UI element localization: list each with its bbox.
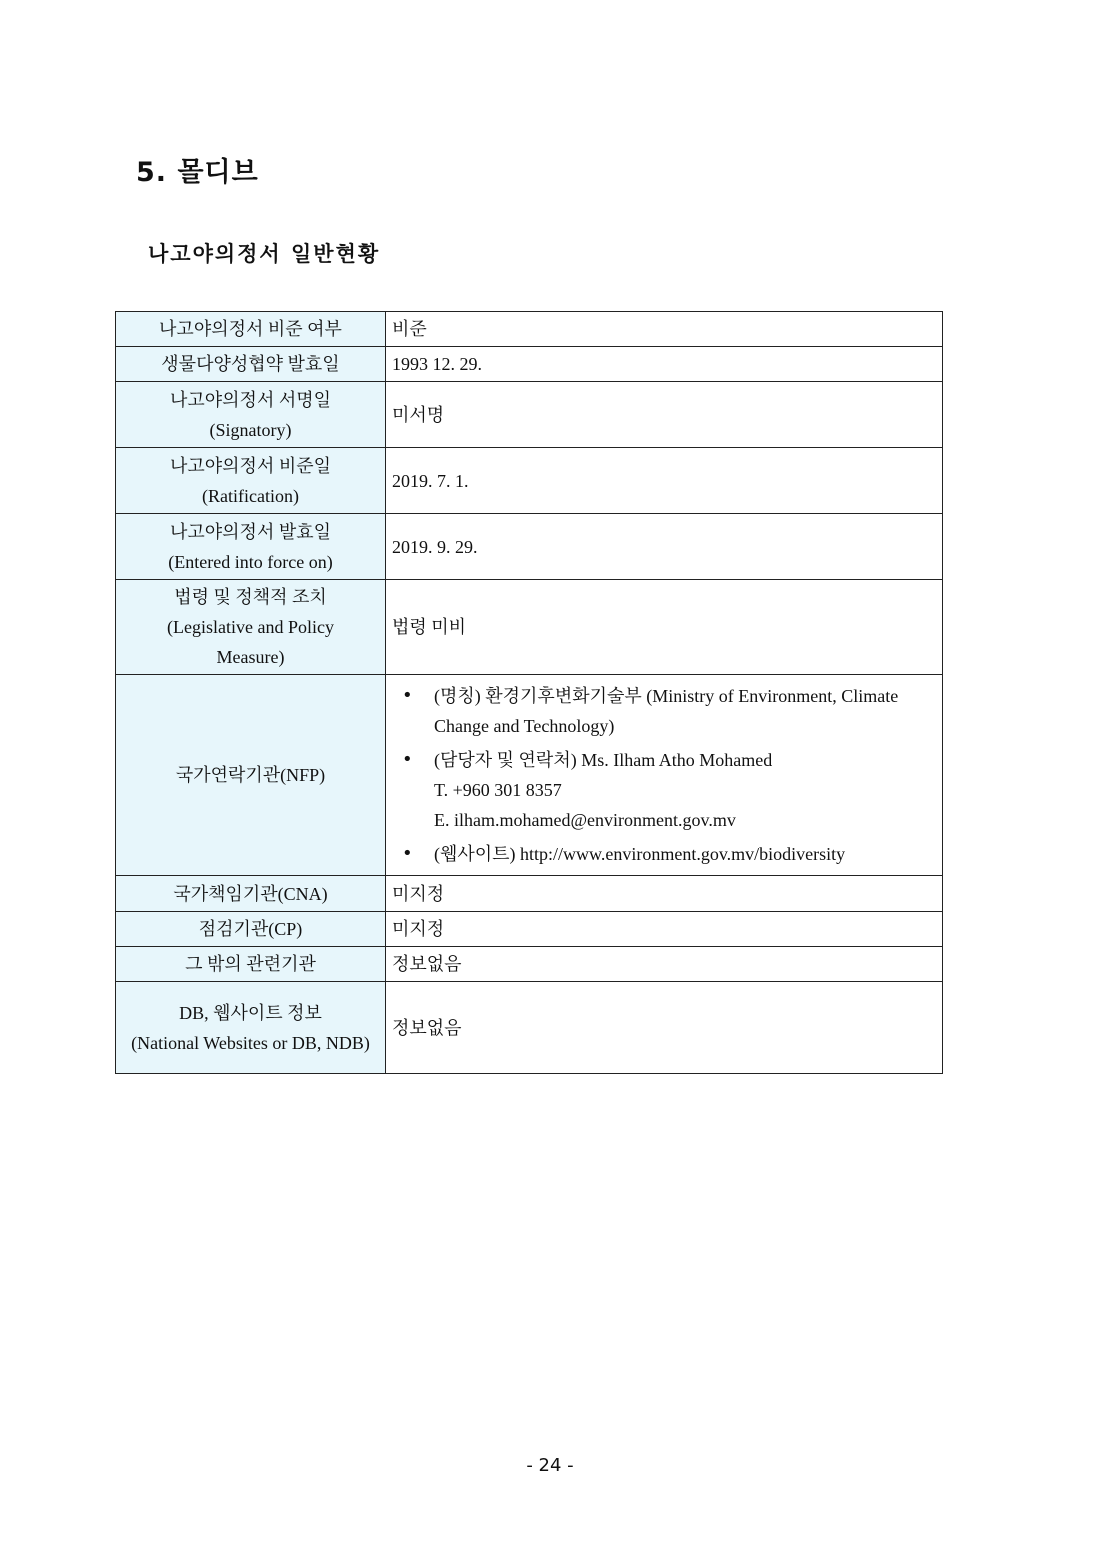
sub-title: 나고야의정서 일반현황 [148,242,381,266]
table-row [116,876,943,912]
table-row [116,982,943,1074]
row-label: 나고야의정서 비준 여부 [116,312,386,347]
row-label: 나고야의정서 서명일 (Signatory) [116,382,386,448]
list-item: • (웹사이트) http://www.environment.gov.mv/biodiversity [398,839,936,869]
bullet-icon: • [402,843,413,864]
bullet-icon: • [402,749,413,770]
row-value: 정보없음 [386,982,943,1074]
row-label: 나고야의정서 비준일 (Ratification) [116,448,386,514]
row-label: 법령 및 정책적 조치 (Legislative and Policy Measure) [116,580,386,675]
row-value: 미지정 [386,912,943,947]
page-number: - 24 - [526,1455,574,1476]
row-label: 그 밖의 관련기관 [116,947,386,982]
row-value: 법령 미비 [386,580,943,675]
row-value: 1993 12. 29. [386,347,943,382]
nagoya-protocol-status-table [115,311,943,1074]
row-value: 미서명 [386,382,943,448]
row-value: 미지정 [386,876,943,912]
table-row [116,448,943,514]
table-row [116,947,943,982]
list-item: • (담당자 및 연락처) Ms. Ilham Atho Mohamed T. +960 301 8357 E. ilham.mohamed@environment.gov.mv [398,745,936,835]
nfp-list [392,681,936,869]
bullet-icon: • [402,685,413,706]
section-title: 5. 몰디브 [136,157,259,188]
row-label: 생물다양성협약 발효일 [116,347,386,382]
table-row [116,580,943,675]
row-value: 2019. 7. 1. [386,448,943,514]
table-row [116,347,943,382]
row-value: 2019. 9. 29. [386,514,943,580]
row-value: 정보없음 [386,947,943,982]
list-item: • (명칭) 환경기후변화기술부 (Ministry of Environment, Climate Change and Technology) [398,681,936,741]
row-label: DB, 웹사이트 정보 (National Websites or DB, NDB) [116,982,386,1074]
row-label: 국가연락기관(NFP) [116,675,386,876]
table-row [116,312,943,347]
nfp-details [386,675,943,876]
row-label: 국가책임기관(CNA) [116,876,386,912]
table-row [116,912,943,947]
row-label: 점검기관(CP) [116,912,386,947]
table-row-nfp [116,675,943,876]
row-value: 비준 [386,312,943,347]
row-label: 나고야의정서 발효일 (Entered into force on) [116,514,386,580]
table-row [116,514,943,580]
table-row [116,382,943,448]
